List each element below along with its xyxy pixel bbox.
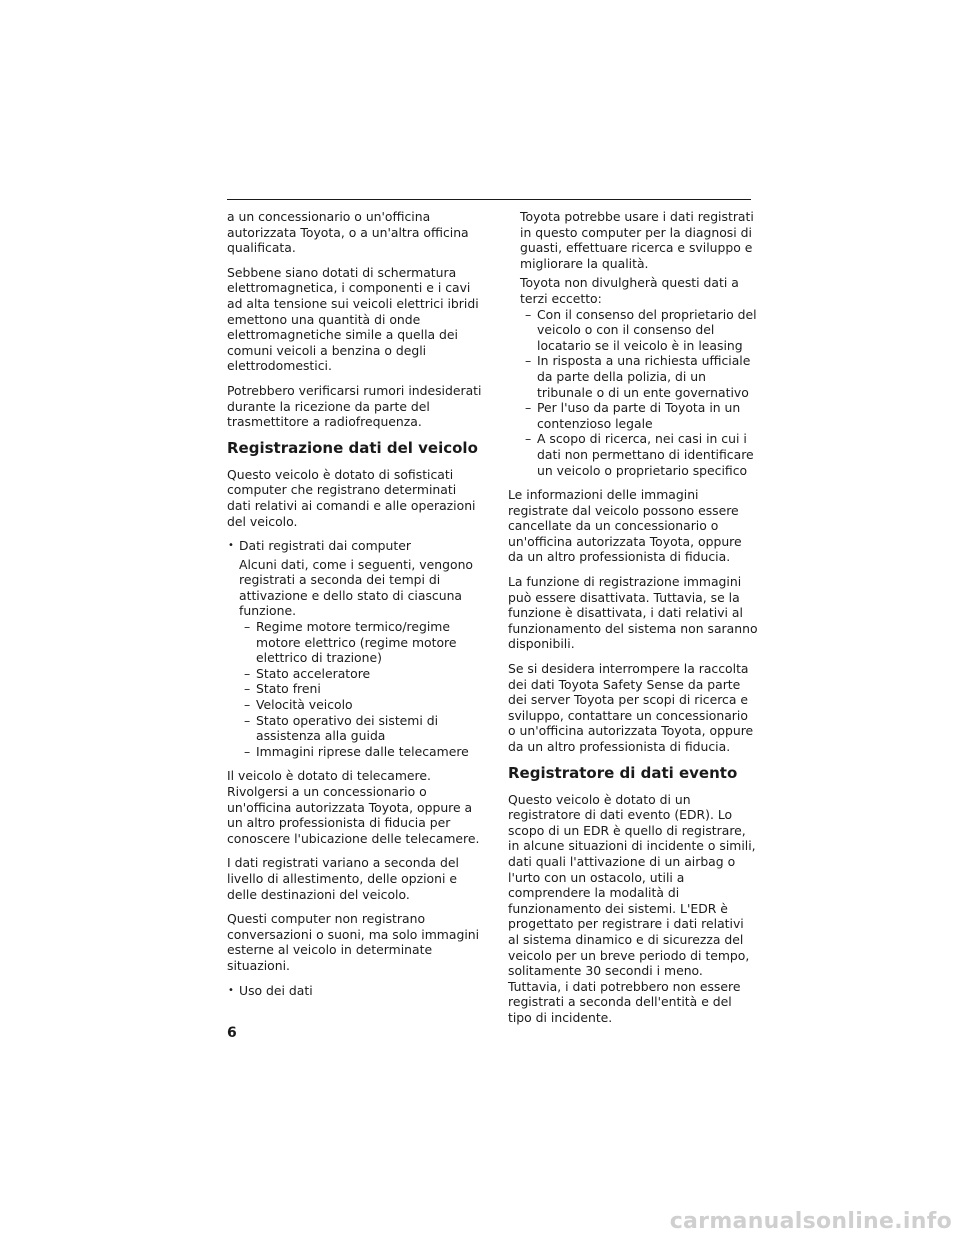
bullet-item: • Dati registrati dai computer: [227, 538, 482, 554]
paragraph: Sebbene siano dotati di schermatura elettromagnetica, i componenti e i cavi ad alta tensione sui veicoli elettrici ibridi emettono una quantità di onde elettromagnetiche simile a quella dei comuni veicoli a benzina o degli elettrodomestici.: [227, 264, 479, 374]
paragraph: Toyota non divulgherà questi dati a terzi eccetto:: [520, 275, 739, 306]
list-item: – Con il consenso del proprietario del veicolo o con il consenso del locatario se il veicolo è in leasing: [525, 307, 758, 354]
list-item: – A scopo di ricerca, nei casi in cui i dati non permettano di identificare un veicolo o proprietario specifico: [525, 431, 758, 478]
list-item: – Stato operativo dei sistemi di assistenza alla guida: [244, 713, 482, 744]
list-item: – Stato acceleratore: [244, 666, 482, 682]
paragraph: Questi computer non registrano conversazioni o suoni, ma solo immagini esterne al veicolo in determinate situazioni.: [227, 911, 480, 973]
paragraph: Potrebbero verificarsi rumori indesiderati durante la ricezione da parte del trasmettitore a radiofrequenza.: [227, 382, 482, 430]
right-column: [508, 209, 758, 1035]
paragraph: Le informazioni delle immagini registrate dal veicolo possono essere cancellate da un concessionario o un'officina autorizzata Toyota, oppure da un altro professionista di fiducia.: [508, 487, 742, 565]
paragraph: Questo veicolo è dotato di un registratore di dati evento (EDR). Lo scopo di un EDR è quello di registrare, in alcune situazioni di incidente o simili, dati quali l'attivazione di un airbag o l'urto con un ostacolo, utili a comprendere la modalità di funzionamento dei sistemi. L'EDR è progettato per registrare i dati relativi al sistema dinamico e di sicurezza del veicolo per un breve periodo di tempo, solitamente 30 secondi i meno. Tuttavia, i dati potrebbero non essere registrati a seconda dell'entità e del tipo di incidente.: [508, 791, 756, 1025]
section-heading: Registrazione dati del veicolo: [227, 438, 478, 457]
list-item: – Stato freni: [244, 681, 482, 697]
paragraph: a un concessionario o un'officina autorizzata Toyota, o a un'altra officina qualificata.: [227, 209, 469, 256]
paragraph: Se si desidera interrompere la raccolta dei dati Toyota Safety Sense da parte dei server Toyota per scopi di ricerca e sviluppo, contattare un concessionario o un'officina autorizzata Toyota, oppure da un altro professionista di fiducia.: [508, 661, 754, 754]
list-item: – Regime motore termico/regime motore elettrico (regime motore elettrico di trazione): [244, 619, 482, 666]
dash-list: [227, 619, 482, 759]
paragraph: I dati registrati variano a seconda del livello di allestimento, delle opzioni e delle destinazioni del veicolo.: [227, 855, 459, 902]
list-item: – In risposta a una richiesta ufficiale da parte della polizia, di un tribunale o di un ente governativo: [525, 353, 758, 400]
page-number: 6: [227, 1025, 237, 1041]
watermark: carmanualsonline.info: [669, 1209, 952, 1234]
list-item: – Velocità veicolo: [244, 697, 482, 713]
paragraph: Questo veicolo è dotato di sofisticati computer che registrano determinati dati relativi ai comandi e alle operazioni del veicolo.: [227, 466, 476, 529]
section-heading: Registratore di dati evento: [508, 763, 738, 782]
paragraph: Il veicolo è dotato di telecamere. Rivolgersi a un concessionario o un'officina autorizzata Toyota, oppure a un altro professionista di fiducia per conoscere l'ubicazione delle telecamere.: [227, 768, 480, 846]
bullet-item: • Uso dei dati: [227, 983, 482, 999]
bullet-body: Alcuni dati, come i seguenti, vengono registrati a seconda dei tempi di attivazione e dello stato di ciascuna funzione.: [239, 556, 474, 619]
header-rule: [227, 199, 751, 200]
list-item: – Per l'uso da parte di Toyota in un contenzioso legale: [525, 400, 758, 431]
list-item: – Immagini riprese dalle telecamere: [244, 744, 482, 760]
paragraph: La funzione di registrazione immagini può essere disattivata. Tuttavia, se la funzione è disattivata, i dati relativi al funzionamento del sistema non saranno disponibili.: [508, 574, 758, 652]
dash-list: [508, 307, 758, 479]
left-column: [227, 209, 482, 1001]
paragraph: Toyota potrebbe usare i dati registrati in questo computer per la diagnosi di guasti, effettuare ricerca e sviluppo e migliorare la qualità.: [520, 209, 754, 271]
